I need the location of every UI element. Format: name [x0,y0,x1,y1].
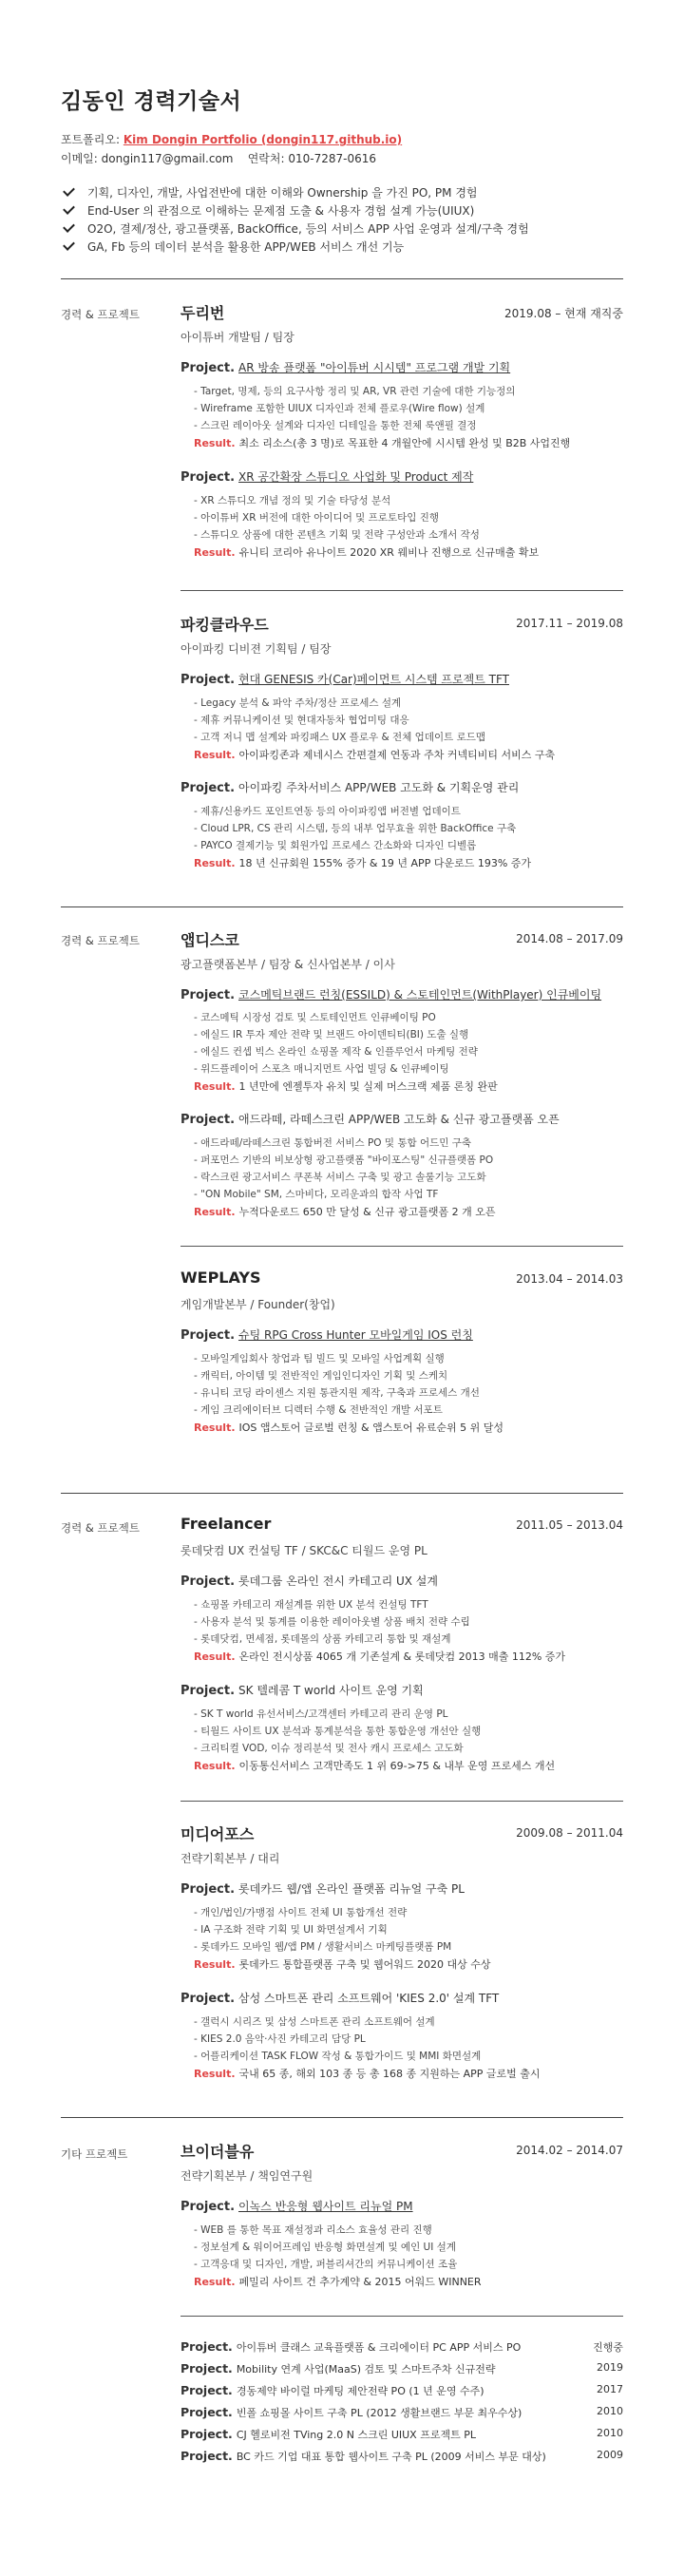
portfolio-line [61,131,402,147]
job-period: 2014.08 – 2017.09 [516,932,623,945]
bullet-item: - "ON Mobile" SM, 스마비다, 모리운과의 합작 사업 TF [194,1189,439,1200]
bullet-item: - 게임 크리에이터브 디렉터 수행 & 전반적인 개발 서포트 [194,1404,443,1416]
project-title: Project. 현대 GENESIS 카(Car)페이먼트 시스템 프로젝트 TFT [180,673,509,687]
bullet-item: - 갤럭시 시리즈 및 삼성 스마트폰 관리 소프트웨어 설계 [194,2016,435,2028]
bullet-item: - 모바일게임회사 창업과 팀 빌드 및 모바일 사업계획 실행 [194,1353,445,1364]
email-label: 이메일: [61,152,98,165]
phone-label: 연락처: [247,152,285,165]
project-title: Project. 슈팅 RPG Cross Hunter 모바일게임 IOS 런칭 [180,1328,473,1343]
bullet-item: - Legacy 분석 & 파악 주차/정산 프로세스 설계 [194,697,402,709]
bullet-item: - 크리티컬 VOD, 이슈 정리분석 및 전사 캐시 프로세스 고도화 [194,1743,464,1754]
bullet-item: - 애드라떼/라떼스크린 통합버전 서비스 PO 및 통합 어드민 구축 [194,1137,472,1149]
section-divider [61,1493,623,1494]
project-title: Project. 애드라떼, 라떼스크린 APP/WEB 고도화 & 신규 광고플랫폼 오픈 [180,1113,560,1127]
project-result: Result. 유니티 코리아 유나이트 2020 XR 웨비나 진행으로 신규매출 확보 [194,546,540,559]
bullet-item: - 고객 저니 맵 설계와 파킹패스 UX 플로우 & 전체 업데이트 로드맵 [194,732,486,743]
project-result: Result. 페밀리 사이트 건 추가계약 & 2015 어워드 WINNER [194,2276,482,2288]
job-period: 2009.08 – 2011.04 [516,1826,623,1840]
bullet-item: - IA 구조화 전략 기획 및 UI 화면설계서 기획 [194,1924,388,1936]
job-role: 아이파킹 디비젼 기획팀 / 팀장 [180,642,332,656]
section-divider [61,278,623,279]
project-result: Result. 최소 리소스(총 3 명)로 목표한 4 개월안에 시시템 완성 및 B2B 사업진행 [194,437,571,449]
job-role: 게임개발본부 / Founder(창업) [180,1298,335,1311]
bullet-item: - 에실드 IR 투자 제안 전략 및 브랜드 아이덴티티(BI) 도출 실행 [194,1029,469,1040]
job-period: 2014.02 – 2014.07 [516,2144,623,2157]
checkmark-icon [63,239,75,251]
bullet-item: - 에실드 컨셉 빅스 온라인 쇼핑몰 제작 & 인플루언서 마케팅 전략 [194,1046,478,1058]
misc-project: Project. CJ 헬로비전 TVing 2.0 N 스크린 UIUX 프로젝트 PL 2010 [180,2427,623,2441]
checkmark-icon [63,202,75,215]
phone-value: 010-7287-0616 [288,152,377,165]
job-role: 전략기획본부 / 대리 [180,1852,280,1865]
bullet-item: - 롯데카드 모바일 웹/앱 PM / 생활서비스 마케팅플랫폼 PM [194,1941,452,1953]
summary-list [61,184,631,257]
email-value: dongin117@gmail.com [101,152,234,165]
bullet-item: - PAYCO 결제기능 및 회원가입 프로세스 간소화와 디자인 디벨롭 [194,840,477,851]
bullet-item: - 스크린 레이아웃 설계와 디자인 디테일을 통한 전체 룩앤필 결정 [194,420,477,431]
bullet-item: - 고객응대 및 디자인, 개발, 퍼블리셔간의 커뮤니케이션 조율 [194,2259,458,2270]
bullet-item: - KIES 2.0 음악·사진 카테고리 담당 PL [194,2033,366,2045]
summary-item: 기획, 디자인, 개발, 사업전반에 대한 이해와 Ownership 을 가진 PO, PM 경험 [61,184,631,202]
section-label: 기타 프로젝트 [61,2147,128,2161]
project-title: Project. XR 공간확장 스튜디오 사업화 및 Product 제작 [180,470,474,485]
portfolio-link[interactable]: Kim Dongin Portfolio (dongin117.github.io) [123,133,403,146]
project-result: Result. 아이파킹존과 제네시스 간편결제 연동과 주차 커넥티비티 서비스 구축 [194,749,556,761]
bullet-item: - 티월드 사이트 UX 분석과 통계분석을 통한 통합운영 개선안 실행 [194,1726,482,1737]
job-period: 2017.11 – 2019.08 [516,617,623,630]
section-divider [61,906,623,907]
section-label: 경력 & 프로젝트 [61,308,140,321]
bullet-item: - 사용자 분석 및 통계를 이용한 레이아웃별 상품 배치 전략 수립 [194,1616,470,1628]
project-result: Result. IOS 앱스토어 글로벌 런칭 & 앱스토어 유료순위 5 위 달성 [194,1422,504,1434]
bullet-item: - 코스메틱 시장성 검토 및 스토테인먼트 인큐베이팅 PO [194,1012,436,1023]
misc-project: Project. 빈폴 쇼핑몰 사이트 구축 PL (2012 생활브랜드 부문 최우수상) 2010 [180,2405,623,2419]
bullet-item: - 롯데닷컴, 면세점, 롯데몰의 상품 카테고리 통합 및 재설계 [194,1633,451,1645]
contact-line [61,150,376,166]
bullet-item: - 스튜디오 상품에 대한 콘텐츠 기획 및 전략 구성안과 소개서 작성 [194,529,480,541]
project-title: Project. 코스메틱브랜드 런칭(ESSILD) & 스토테인먼트(WithPlayer) 인큐베이팅 [180,988,602,1002]
job-period: 2011.05 – 2013.04 [516,1518,623,1532]
company-name: 브이더블유 [180,2143,255,2161]
section-divider [61,2117,623,2118]
job-divider [180,2316,623,2317]
bullet-item: - 제휴/신용카드 포인트연동 등의 아이파킹앱 버전별 업데이트 [194,806,461,817]
bullet-item: - 위드플레이어 스포츠 매니지먼트 사업 빌딩 & 인큐베이팅 [194,1063,449,1075]
job-period: 2019.08 – 현재 재직중 [504,307,623,320]
bullet-item: - 퍼포먼스 기반의 비보상형 광고플랫폼 "바이포스팅" 신규플랫폼 PO [194,1154,494,1166]
bullet-item: - Cloud LPR, CS 관리 시스템, 등의 내부 업무효율 위한 BackOffice 구축 [194,823,517,834]
summary-item: O2O, 결제/정산, 광고플랫폼, BackOffice, 등의 서비스 APP 사업 운영과 설계/구축 경험 [61,220,631,239]
job-role: 아이튜버 개발팀 / 팀장 [180,331,294,344]
summary-item: GA, Fb 등의 데이터 분석을 활용한 APP/WEB 서비스 개선 기능 [61,239,631,257]
bullet-item: - 개인/법인/가맹점 사이트 전체 UI 통합개선 전략 [194,1907,408,1918]
bullet-item: - 캐릭터, 아이템 및 전반적인 게임인디자인 기획 및 스케치 [194,1370,448,1382]
job-role: 광고플랫폼본부 / 팀장 & 신사업본부 / 이사 [180,958,395,971]
job-divider [180,1246,623,1247]
bullet-item: - 어플리케이션 TASK FLOW 작성 & 통합가이드 및 MMI 화면설계 [194,2051,482,2062]
company-name: WEPLAYS [180,1269,261,1287]
bullet-item: - 제휴 커뮤니케이션 및 현대자동차 협업미팅 대응 [194,715,409,726]
job-divider [180,1801,623,1802]
company-name: 앱디스코 [180,931,239,949]
job-role: 전략기획본부 / 책임연구원 [180,2169,314,2183]
company-name: Freelancer [180,1515,272,1533]
misc-project: Project. 아이튜버 클래스 교육플랫폼 & 크리에이터 PC APP 서비스 PO 진행중 [180,2339,623,2354]
project-title: Project. 삼성 스마트폰 관리 소프트웨어 'KIES 2.0' 설계 TFT [180,1992,500,2006]
project-title: Project. 이녹스 반응형 웹사이트 리뉴얼 PM [180,2200,413,2214]
job-divider [180,590,623,591]
page-title: 김동인 경력기술서 [61,89,242,114]
job-period: 2013.04 – 2014.03 [516,1272,623,1286]
project-result: Result. 국내 65 종, 해외 103 종 등 총 168 종 지원하는 APP 글로벌 출시 [194,2068,541,2080]
bullet-item: - 정보설계 & 워이어프레임 반응형 화면설계 및 예인 UI 설계 [194,2242,456,2253]
project-title: Project. SK 텔레콤 T world 사이트 운영 기획 [180,1684,424,1698]
company-name: 파킹클라우드 [180,616,269,634]
project-title: Project. AR 방송 플랫폼 "아이튜버 시시템" 프로그램 개발 기획 [180,361,511,375]
project-title: Project. 아이파킹 주차서비스 APP/WEB 고도화 & 기획운영 관리 [180,781,520,795]
project-title: Project. 롯데카드 웹/앱 온라인 플랫폼 리뉴얼 구축 PL [180,1882,465,1897]
project-result: Result. 18 년 신규회원 155% 증가 & 19 년 APP 다운로드 193% 증가 [194,857,532,869]
project-title: Project. 롯데그룹 온라인 전시 카테고리 UX 설계 [180,1574,438,1589]
misc-project: Project. Mobility 연계 사업(MaaS) 검토 및 스마트주차 신규전략 2019 [180,2361,623,2376]
checkmark-icon [63,220,75,233]
section-label: 경력 & 프로젝트 [61,934,140,947]
bullet-item: - 아이튜버 XR 버전에 대한 아이디어 및 프로토타입 진행 [194,512,439,524]
checkmark-icon [63,184,75,197]
portfolio-label: 포트폴리오: [61,133,121,146]
bullet-item: - 쇼핑몰 카테고리 재설계를 위한 UX 분석 컨설팅 TFT [194,1599,428,1611]
bullet-item: - Wireframe 포함한 UIUX 디자인과 전체 플로우(Wire flow) 설계 [194,403,485,414]
project-result: Result. 온라인 전시상품 4065 개 기존설계 & 롯데닷컴 2013 매출 112% 증가 [194,1651,566,1663]
summary-item: End-User 의 관점으로 이해하는 문제점 도출 & 사용자 경험 설계 가능(UIUX) [61,202,631,220]
company-name: 두리번 [180,304,225,322]
bullet-item: - SK T world 유선서비스/고객센터 카테고리 관리 운영 PL [194,1708,448,1720]
bullet-item: - XR 스튜디오 개념 정의 및 기술 타당성 분석 [194,495,391,506]
section-label: 경력 & 프로젝트 [61,1521,140,1535]
project-result: Result. 이동통신서비스 고객만족도 1 위 69->75 & 내부 운영 프로세스 개선 [194,1760,556,1772]
job-role: 롯데닷컴 UX 컨설팅 TF / SKC&C 티월드 운영 PL [180,1544,428,1557]
company-name: 미디어포스 [180,1825,255,1843]
bullet-item: - Target, 명제, 등의 요구사항 정리 및 AR, VR 관련 기술에 대한 기능정의 [194,386,516,397]
project-result: Result. 누적다운로드 650 만 달성 & 신규 광고플랫폼 2 개 오픈 [194,1206,496,1218]
bullet-item: - 유니티 코딩 라이센스 지원 통관지원 제작, 구축과 프로세스 개선 [194,1387,480,1399]
misc-project: Project. BC 카드 기업 대표 통합 웹사이트 구축 PL (2009 서비스 부문 대상) 2009 [180,2449,623,2463]
project-result: Result. 1 년만에 엔젤투자 유치 및 실제 머스크랙 제품 론칭 완판 [194,1080,498,1093]
bullet-item: - 락스크린 광고서비스 쿠폰북 서비스 구축 및 광고 솔룰기능 고도화 [194,1172,486,1183]
bullet-item: - WEB 를 통한 목표 재설정과 리소스 효율성 관리 진행 [194,2224,432,2236]
project-result: Result. 롯데카드 통합플랫폼 구축 및 웹어워드 2020 대상 수상 [194,1958,491,1971]
misc-project: Project. 경동제약 바이럴 마케팅 제안전략 PO (1 년 운영 수주) 2017 [180,2383,623,2397]
